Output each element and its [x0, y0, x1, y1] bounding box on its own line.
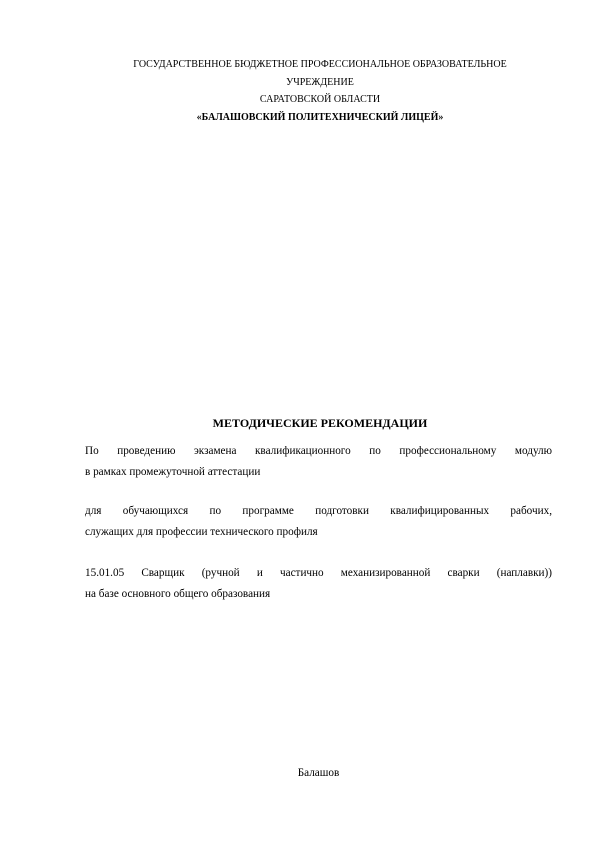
- institution-header: [60, 56, 580, 126]
- paragraph-audience-line-2: служащих для профессии технического профиля: [85, 526, 318, 538]
- paragraph-purpose-line-2: в рамках промежуточной аттестации: [85, 466, 261, 478]
- header-line-4: «БАЛАШОВСКИЙ ПОЛИТЕХНИЧЕСКИЙ ЛИЦЕЙ»: [196, 111, 444, 123]
- paragraph-profession: [85, 563, 552, 605]
- paragraph-purpose-line-1: По проведению экзамена квалификационного по профессиональному модулю: [85, 445, 552, 457]
- header-line-2: УЧРЕЖДЕНИЕ: [286, 76, 354, 88]
- header-line-1: ГОСУДАРСТВЕННОЕ БЮДЖЕТНОЕ ПРОФЕССИОНАЛЬНОЕ ОБРАЗОВАТЕЛЬНОЕ: [133, 59, 507, 70]
- paragraph-profession-line-2: на базе основного общего образования: [85, 588, 271, 600]
- paragraph-purpose: [85, 441, 552, 483]
- paragraph-audience: [85, 501, 552, 543]
- document-title: МЕТОДИЧЕСКИЕ РЕКОМЕНДАЦИИ: [212, 416, 428, 430]
- header-line-3: САРАТОВСКОЙ ОБЛАСТИ: [259, 94, 381, 105]
- paragraph-audience-line-1: для обучающихся по программе подготовки квалифицированных рабочих,: [85, 505, 552, 517]
- paragraph-profession-line-1: 15.01.05 Сварщик (ручной и частично механизированной сварки (наплавки)): [85, 567, 552, 579]
- city-name: Балашов: [297, 767, 340, 779]
